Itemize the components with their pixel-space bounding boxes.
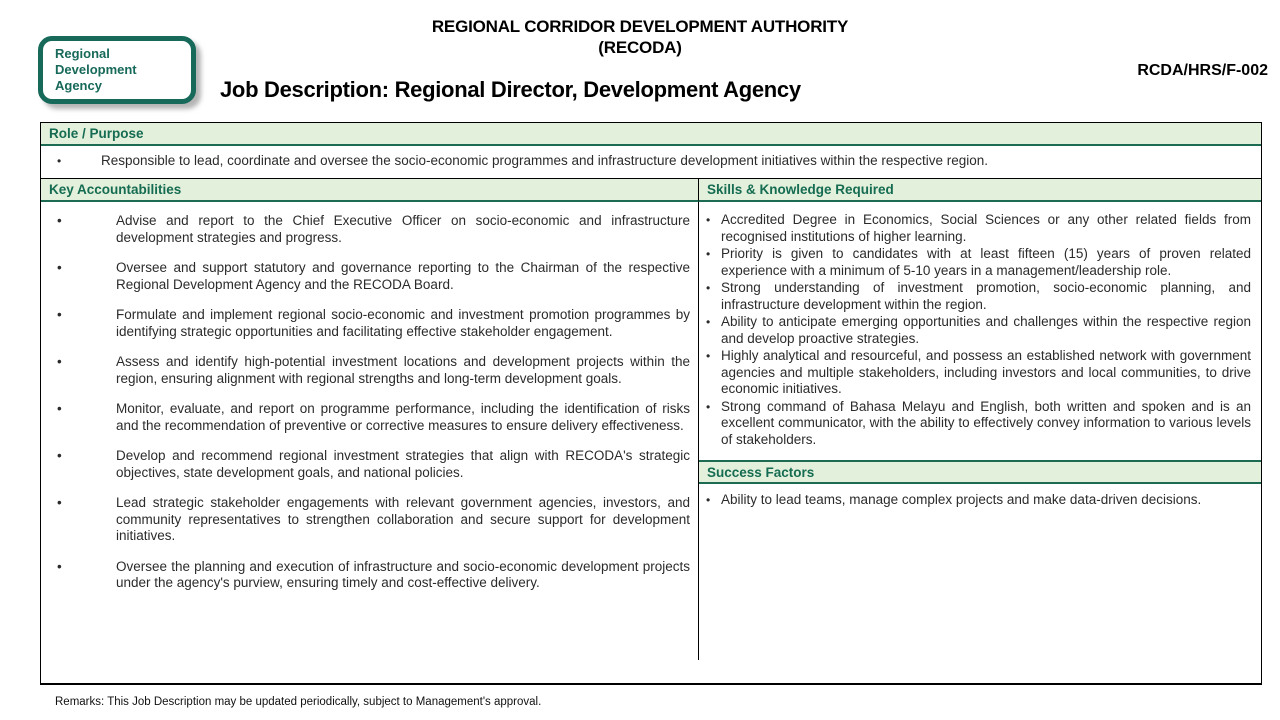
bullet-item: • Ability to lead teams, manage complex projects and make data-driven decisions. bbox=[699, 492, 1251, 509]
document-code: RCDA/HRS/F-002 bbox=[1137, 62, 1268, 79]
bullet-item: • Accredited Degree in Economics, Social Sciences or any other related fields from recognised institutions of higher learning. bbox=[699, 212, 1251, 245]
bullet-item: • Lead strategic stakeholder engagements with relevant government agencies, investors, and community representatives to strengthen collaboration and secure support for development initiatives. bbox=[41, 495, 698, 545]
agency-logo bbox=[38, 36, 196, 104]
bullet-item: • Strong understanding of investment promotion, socio-economic planning, and infrastructure development within the region. bbox=[699, 280, 1251, 313]
role-purpose-list bbox=[41, 153, 1251, 170]
job-description-table bbox=[40, 122, 1262, 685]
authority-line1: REGIONAL CORRIDOR DEVELOPMENT AUTHORITY bbox=[431, 17, 849, 36]
bullet-item: • Oversee and support statutory and governance reporting to the Chairman of the respective Regional Development Agency and the RECODA Board. bbox=[41, 260, 698, 293]
key-accountabilities-list bbox=[41, 213, 698, 592]
bullet-item: • Strong command of Bahasa Melayu and English, both written and spoken and is an excellent communicator, with the ability to effectively convey information to various levels of stakeholders. bbox=[699, 399, 1251, 449]
section-header-role-purpose: Role / Purpose bbox=[41, 123, 1261, 146]
page-title: Job Description: Regional Director, Development Agency bbox=[220, 77, 801, 102]
column-headers-row bbox=[41, 179, 1261, 202]
key-accountabilities-cell bbox=[41, 202, 699, 660]
success-factors-list bbox=[699, 492, 1261, 509]
skills-success-cell bbox=[699, 202, 1261, 660]
columns-body-row bbox=[41, 202, 1261, 660]
agency-logo-text: Regional Development Agency bbox=[55, 46, 137, 93]
bullet-item: • Develop and recommend regional investment strategies that align with RECODA's strategic objectives, state development goals, and national policies. bbox=[41, 448, 698, 481]
authority-line2: (RECODA) bbox=[598, 38, 682, 57]
role-purpose-content bbox=[41, 146, 1261, 179]
section-header-success-factors: Success Factors bbox=[699, 460, 1261, 484]
section-header-key-accountabilities: Key Accountabilities bbox=[41, 179, 699, 202]
remarks-note: Remarks: This Job Description may be updated periodically, subject to Management's approval. bbox=[55, 696, 542, 708]
bullet-item: • Oversee the planning and execution of infrastructure and socio-economic development projects under the agency's purview, ensuring timely and cost-effective delivery. bbox=[41, 559, 698, 592]
bullet-item: • Priority is given to candidates with at least fifteen (15) years of proven related experience with a minimum of 5-10 years in a management/leadership role. bbox=[699, 246, 1251, 279]
bullet-item: • Responsible to lead, coordinate and oversee the socio-economic programmes and infrastructure development initiatives within the respective region. bbox=[41, 153, 1251, 170]
bullet-item: • Highly analytical and resourceful, and possess an established network with government agencies and multiple stakeholders, including investors and local communities, to drive economic initiatives. bbox=[699, 348, 1251, 398]
bullet-item: • Assess and identify high-potential investment locations and development projects within the region, ensuring alignment with regional strengths and long-term development goals. bbox=[41, 354, 698, 387]
section-header-skills-knowledge: Skills & Knowledge Required bbox=[699, 179, 1261, 202]
bullet-item: • Formulate and implement regional socio-economic and investment promotion programmes by identifying strategic opportunities and facilitating effective stakeholder engagement. bbox=[41, 307, 698, 340]
bullet-item: • Monitor, evaluate, and report on programme performance, including the identification of risks and the recommendation of preventive or corrective measures to ensure delivery effectiveness. bbox=[41, 401, 698, 434]
bullet-item: • Ability to anticipate emerging opportunities and challenges within the respective region and develop proactive strategies. bbox=[699, 314, 1251, 347]
skills-knowledge-list bbox=[699, 212, 1261, 449]
bullet-item: • Advise and report to the Chief Executive Officer on socio-economic and infrastructure development strategies and progress. bbox=[41, 213, 698, 246]
